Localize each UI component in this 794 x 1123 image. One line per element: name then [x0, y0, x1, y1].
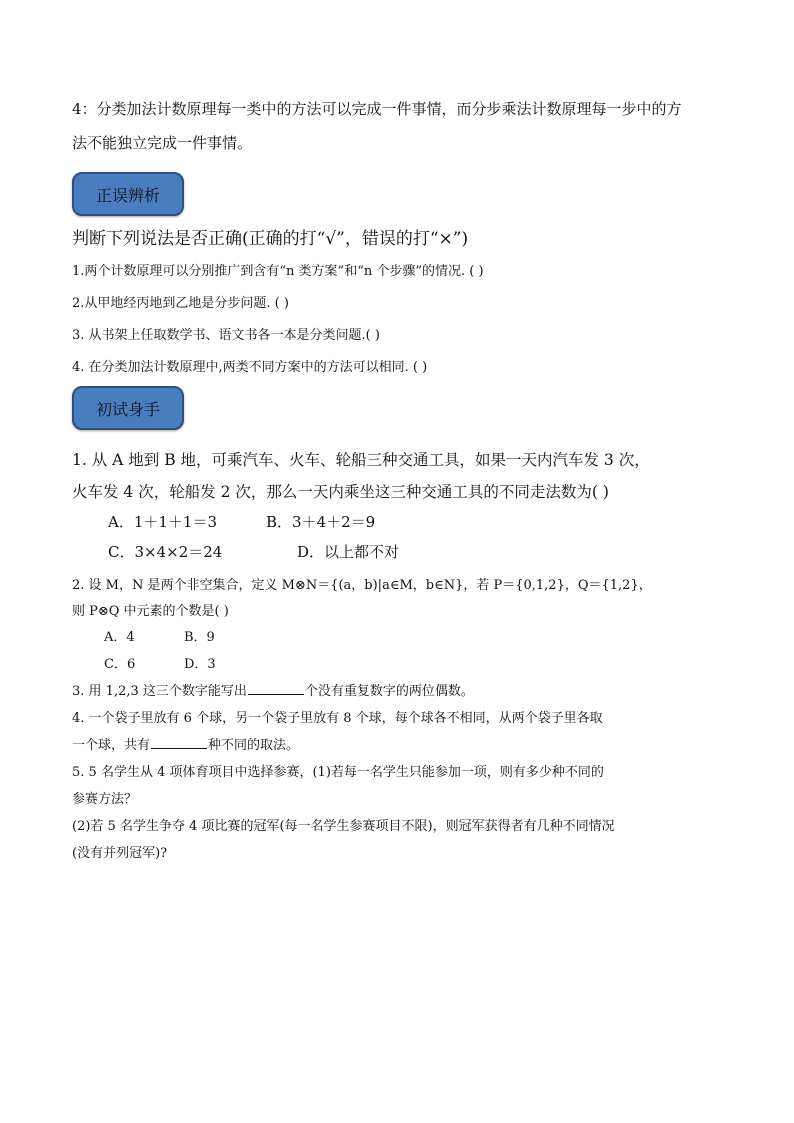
question-5-line-3: (2)若 5 名学生争夺 4 项比赛的冠军(每一名学生参赛项目不限)，则冠军获得者有几种不同情况 — [72, 819, 615, 834]
question-2-line-2: 则 P⊗Q 中元素的个数是( ) — [72, 604, 229, 619]
question-1-line-2: 火车发 4 次，轮船发 2 次，那么一天内乘坐这三种交通工具的不同走法数为( ) — [72, 483, 609, 501]
judgment-item-4: 4. 在分类加法计数原理中,两类不同方案中的方法可以相同. ( ) — [72, 360, 428, 375]
question-1-option-a: A．1＋1＋1＝3 — [108, 513, 218, 531]
judgment-item-3: 3. 从书架上任取数学书、语文书各一本是分类问题.( ) — [72, 328, 380, 343]
judgment-item-2: 2.从甲地经丙地到乙地是分步问题. ( ) — [72, 296, 289, 311]
question-2-line-1: 2. 设 M，N 是两个非空集合，定义 M⊗N＝{(a，b)|a∈M，b∈N}，若 P＝{0,1,2}，Q＝{1,2}， — [72, 578, 652, 593]
question-2-option-d: D．3 — [184, 657, 216, 672]
question-2-option-b: B．9 — [184, 630, 215, 645]
question-5-line-2: 参赛方法？ — [72, 792, 138, 807]
answer-blank — [151, 747, 207, 749]
section-badge-correction: 正误辨析 — [72, 172, 184, 216]
question-5-line-4: (没有并列冠军)? — [72, 846, 168, 861]
question-3 — [72, 680, 474, 699]
answer-blank — [248, 693, 304, 695]
intro-line-1: 4：分类加法计数原理每一类中的方法可以完成一件事情，而分步乘法计数原理每一步中的方 — [72, 100, 682, 118]
question-4-line-2 — [72, 734, 299, 753]
question-4-before: 一个球，共有 — [72, 738, 151, 753]
question-3-after: 个没有重复数字的两位偶数。 — [304, 684, 474, 699]
question-5-line-1: 5. 5 名学生从 4 项体育项目中选择参赛，(1)若每一名学生只能参加一项，则有多少种不同的 — [72, 765, 604, 780]
intro-line-2: 法不能独立完成一件事情。 — [72, 134, 253, 152]
question-4-after: 种不同的取法。 — [208, 738, 300, 753]
section-badge-practice: 初试身手 — [72, 386, 184, 430]
question-2-option-c: C．6 — [104, 657, 136, 672]
judgment-item-1: 1.两个计数原理可以分别推广到含有“n 类方案”和“n 个步骤”的情况. ( ) — [72, 264, 484, 279]
question-3-before: 3. 用 1,2,3 这三个数字能写出 — [72, 684, 247, 699]
question-1-option-c: C．3×4×2＝24 — [108, 543, 223, 561]
question-4-line-1: 4. 一个袋子里放有 6 个球，另一个袋子里放有 8 个球，每个球各不相同，从两个袋子里各取 — [72, 711, 603, 726]
question-1-option-d: D．以上都不对 — [297, 543, 400, 561]
question-2-option-a: A．4 — [104, 630, 135, 645]
question-1-line-1: 1. 从 A 地到 B 地，可乘汽车、火车、轮船三种交通工具，如果一天内汽车发 3 次， — [72, 451, 650, 469]
question-1-option-b: B．3＋4＋2＝9 — [266, 513, 376, 531]
section1-instruction: 判断下列说法是否正确(正确的打“√”，错误的打“×”) — [72, 229, 469, 249]
